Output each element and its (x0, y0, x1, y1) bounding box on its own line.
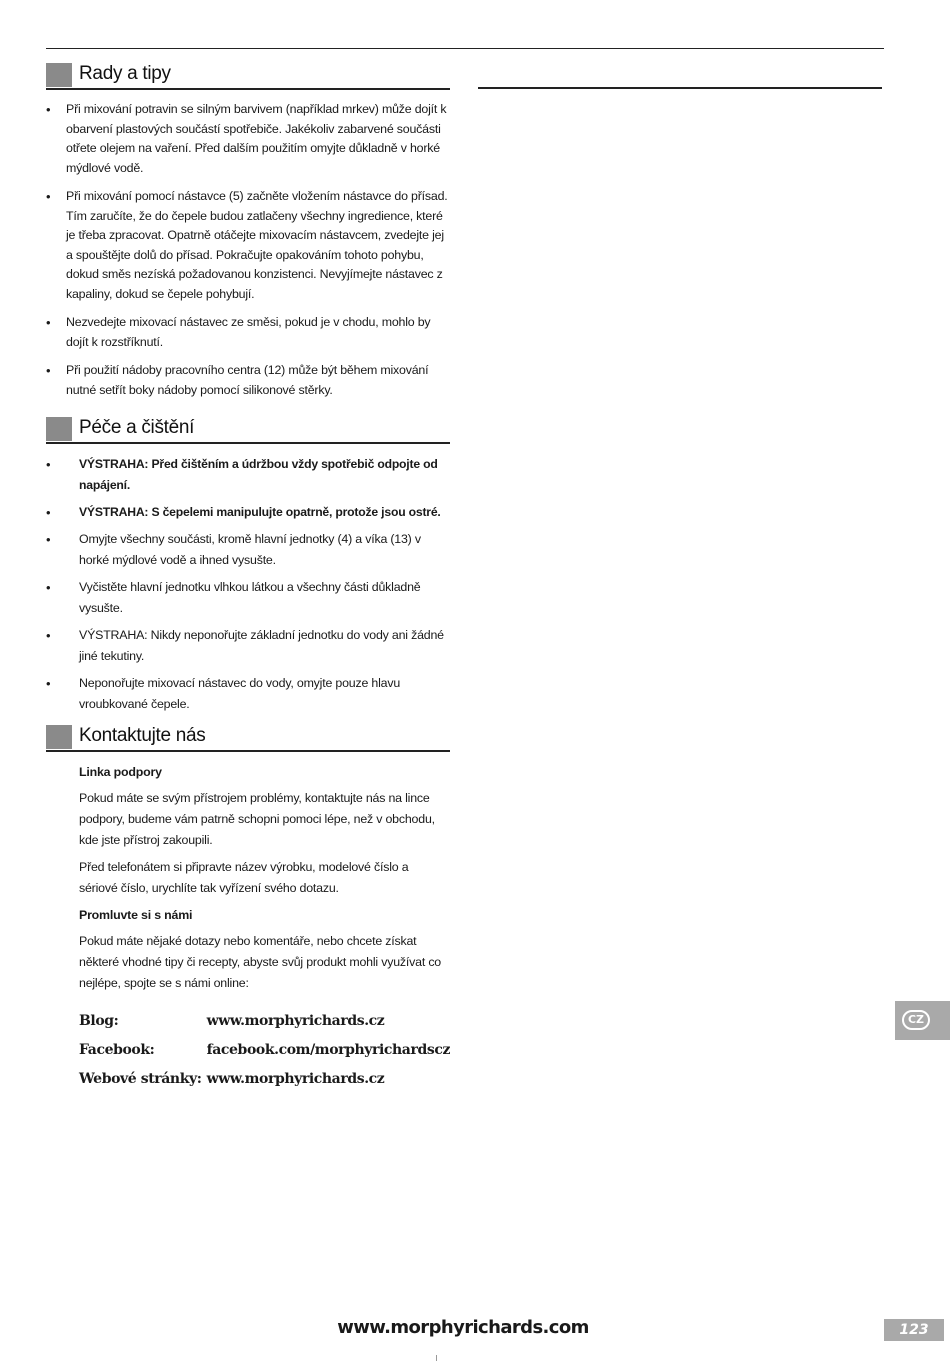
section-header-tips (46, 62, 450, 90)
list-item: • Omyjte všechny součásti, kromě hlavní jednotky (4) a víka (13) v horké mýdlové vodě a ihned vysušte. (46, 529, 450, 571)
center-mark (436, 1355, 437, 1361)
bullet-icon: • (46, 189, 51, 204)
list-item: • Vyčistěte hlavní jednotku vlhkou látkou a všechny části důkladně vysušte. (46, 577, 450, 619)
page-number: 123 (884, 1319, 944, 1341)
bullet-icon: • (46, 457, 51, 472)
care-list (46, 454, 450, 715)
support-heading: Linka podpory (79, 765, 162, 779)
section-header-care (46, 416, 450, 444)
bullet-icon: • (46, 628, 51, 643)
language-badge: CZ (902, 1010, 930, 1030)
left-column (46, 62, 450, 1093)
section-title-contact: Kontaktujte nás (79, 725, 206, 746)
warning-item: • VÝSTRAHA: Před čištěním a údržbou vždy spotřebič odpojte od napájení. (46, 454, 450, 496)
support-paragraph-2: Před telefonátem si připravte název výrobku, modelové číslo a sériové číslo, urychlíte tak vyřízení svého dotazu. (79, 860, 409, 895)
bullet-icon: • (46, 580, 51, 595)
section-title-tips: Rady a tipy (79, 63, 171, 84)
bullet-icon: • (46, 102, 51, 117)
list-item: • Neponořujte mixovací nástavec do vody, omyjte pouze hlavu vroubkované čepele. (46, 673, 450, 715)
table-row (79, 1006, 450, 1035)
section-marker (46, 63, 72, 87)
bullet-icon: • (46, 315, 51, 330)
warning-item: • VÝSTRAHA: S čepelemi manipulujte opatrně, protože jsou ostré. (46, 502, 450, 523)
bullet-icon: • (46, 676, 51, 691)
section-header-contact (46, 724, 450, 752)
table-row (79, 1035, 450, 1064)
tips-list (46, 100, 450, 400)
language-tab (895, 1001, 950, 1040)
list-item: • Při použití nádoby pracovního centra (12) může být během mixování nutné setřít boky nádoby pomocí silikonové stěrky. (46, 363, 429, 397)
contact-body (46, 762, 450, 1093)
talk-heading: Promluvte si s námi (79, 908, 193, 922)
table-row (79, 1064, 450, 1093)
section-title-care: Péče a čištění (79, 417, 195, 438)
right-column-divider (478, 87, 882, 89)
top-divider (46, 48, 884, 49)
bullet-icon: • (46, 505, 51, 520)
list-item: • Nezvedejte mixovací nástavec ze směsi, pokud je v chodu, mohlo by dojít k rozstříknutí. (46, 315, 431, 349)
link-label-facebook: Facebook: (79, 1041, 155, 1058)
footer-website[interactable]: www.morphyrichards.com (337, 1317, 589, 1338)
list-item: • VÝSTRAHA: Nikdy neponořujte základní jednotku do vody ani žádné jiné tekutiny. (46, 625, 450, 667)
support-paragraph: Pokud máte se svým přístrojem problémy, kontaktujte nás na lince podpory, budeme vám patrně schopni pomoci lépe, než v obchodu, kde jste přístroj zakoupili. (79, 791, 435, 847)
link-blog[interactable]: www.morphyrichards.cz (206, 1012, 385, 1029)
list-item: • Při mixování pomocí nástavce (5) začněte vložením nástavce do přísad. Tím zaručíte, že do čepele budou zatlačeny všechny ingredience, které je třeba zpracovat. Opatrně otáčejte mixovacím nástavcem, zvedejte jej a spouštějte dolů do přísad. Pokračujte opakováním tohoto pohybu, dokud směs nezíská požadovanou konzistenci. Nevyjímejte nástavec z kapaliny, dokud se čepele pohybují. (46, 189, 448, 301)
link-label-blog: Blog: (79, 1012, 119, 1029)
list-item: • Při mixování potravin se silným barvivem (například mrkev) může dojít k obarvení plastových součástí spotřebiče. Jakékoliv zabarvené součásti otřete olejem na vaření. Před dalším použitím omyjte důkladně v horké mýdlové vodě. (46, 102, 447, 175)
section-marker (46, 725, 72, 749)
talk-paragraph: Pokud máte nějaké dotazy nebo komentáře, nebo chcete získat některé vhodné tipy či recepty, abyste svůj produkt mohli využívat co nejlépe, spojte se s námi online: (79, 934, 442, 990)
link-website[interactable]: www.morphyrichards.cz (206, 1070, 385, 1087)
bullet-icon: • (46, 532, 51, 547)
link-label-website: Webové stránky: (79, 1070, 202, 1087)
bullet-icon: • (46, 363, 51, 378)
section-marker (46, 417, 72, 441)
link-facebook[interactable]: facebook.com/morphyrichardscz (206, 1041, 450, 1058)
contact-links-table (79, 1006, 450, 1093)
